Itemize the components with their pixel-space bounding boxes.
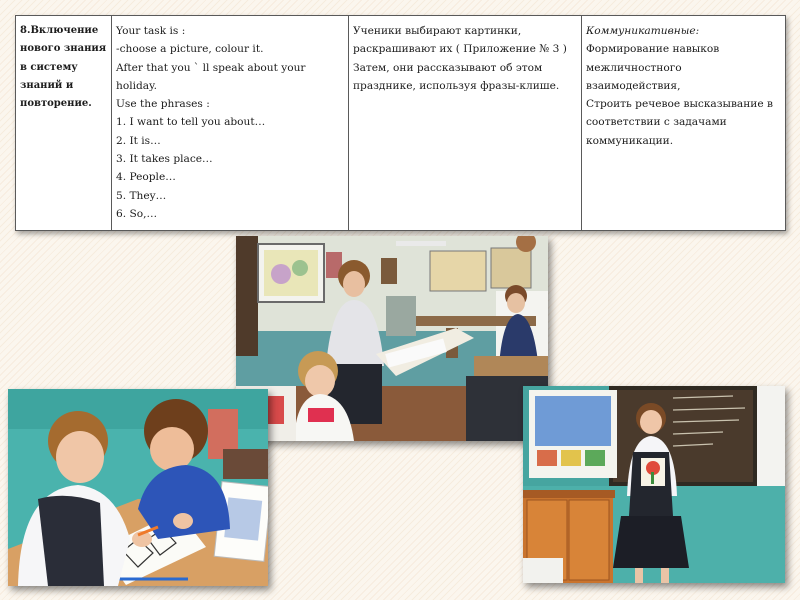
uud-line: межличностного — [586, 61, 682, 74]
students-activity-cell — [349, 16, 582, 231]
lesson-plan-table — [15, 15, 786, 231]
stage-line: в систему — [20, 61, 78, 73]
task-line: Use the phrases : — [116, 98, 210, 111]
classroom-photo — [236, 236, 548, 441]
task-line: 4. People… — [116, 171, 176, 184]
stage-cell — [16, 16, 112, 231]
stage-line: повторение. — [20, 98, 92, 110]
task-line: After that you ` ll speak about your — [116, 61, 306, 74]
task-line: -choose a picture, colour it. — [116, 43, 264, 56]
task-line: 6. So,… — [116, 207, 158, 220]
uud-cell — [582, 16, 786, 231]
students-line: Ученики выбирают картинки, — [353, 25, 522, 37]
stage-line: нового знания — [20, 43, 107, 55]
task-line: 3. It takes place… — [116, 153, 213, 166]
uud-line: соответствии с задачами — [586, 116, 727, 129]
teacher-task-cell — [112, 16, 349, 231]
stage-line: 8.Включение — [20, 25, 99, 36]
uud-line: коммуникации. — [586, 134, 674, 147]
uud-line: взаимодействия, — [586, 79, 681, 92]
boys-drawing-photo-icon — [8, 389, 268, 586]
students-line: празднике, используя фразы-клише. — [353, 79, 560, 92]
students-line: раскрашивают их ( Приложение № 3 ) — [353, 43, 567, 56]
girl-presenting-photo — [523, 386, 785, 583]
task-line: 1. I want to tell you about… — [116, 116, 266, 129]
uud-line: Строить речевое высказывание в — [586, 98, 773, 111]
uud-line: Формирование навыков — [586, 43, 720, 56]
task-line: 2. It is… — [116, 134, 161, 147]
boys-drawing-photo — [8, 389, 268, 586]
table-row — [16, 16, 786, 231]
uud-heading: Коммуникативные: — [586, 25, 700, 37]
task-line: Your task is : — [116, 25, 186, 37]
task-line: 5. They… — [116, 189, 167, 202]
stage-line: знаний и — [20, 79, 74, 91]
task-line: holiday. — [116, 79, 158, 92]
students-line: Затем, они рассказывают об этом — [353, 61, 543, 74]
girl-presenting-photo-icon — [523, 386, 785, 583]
classroom-photo-icon — [236, 236, 548, 441]
